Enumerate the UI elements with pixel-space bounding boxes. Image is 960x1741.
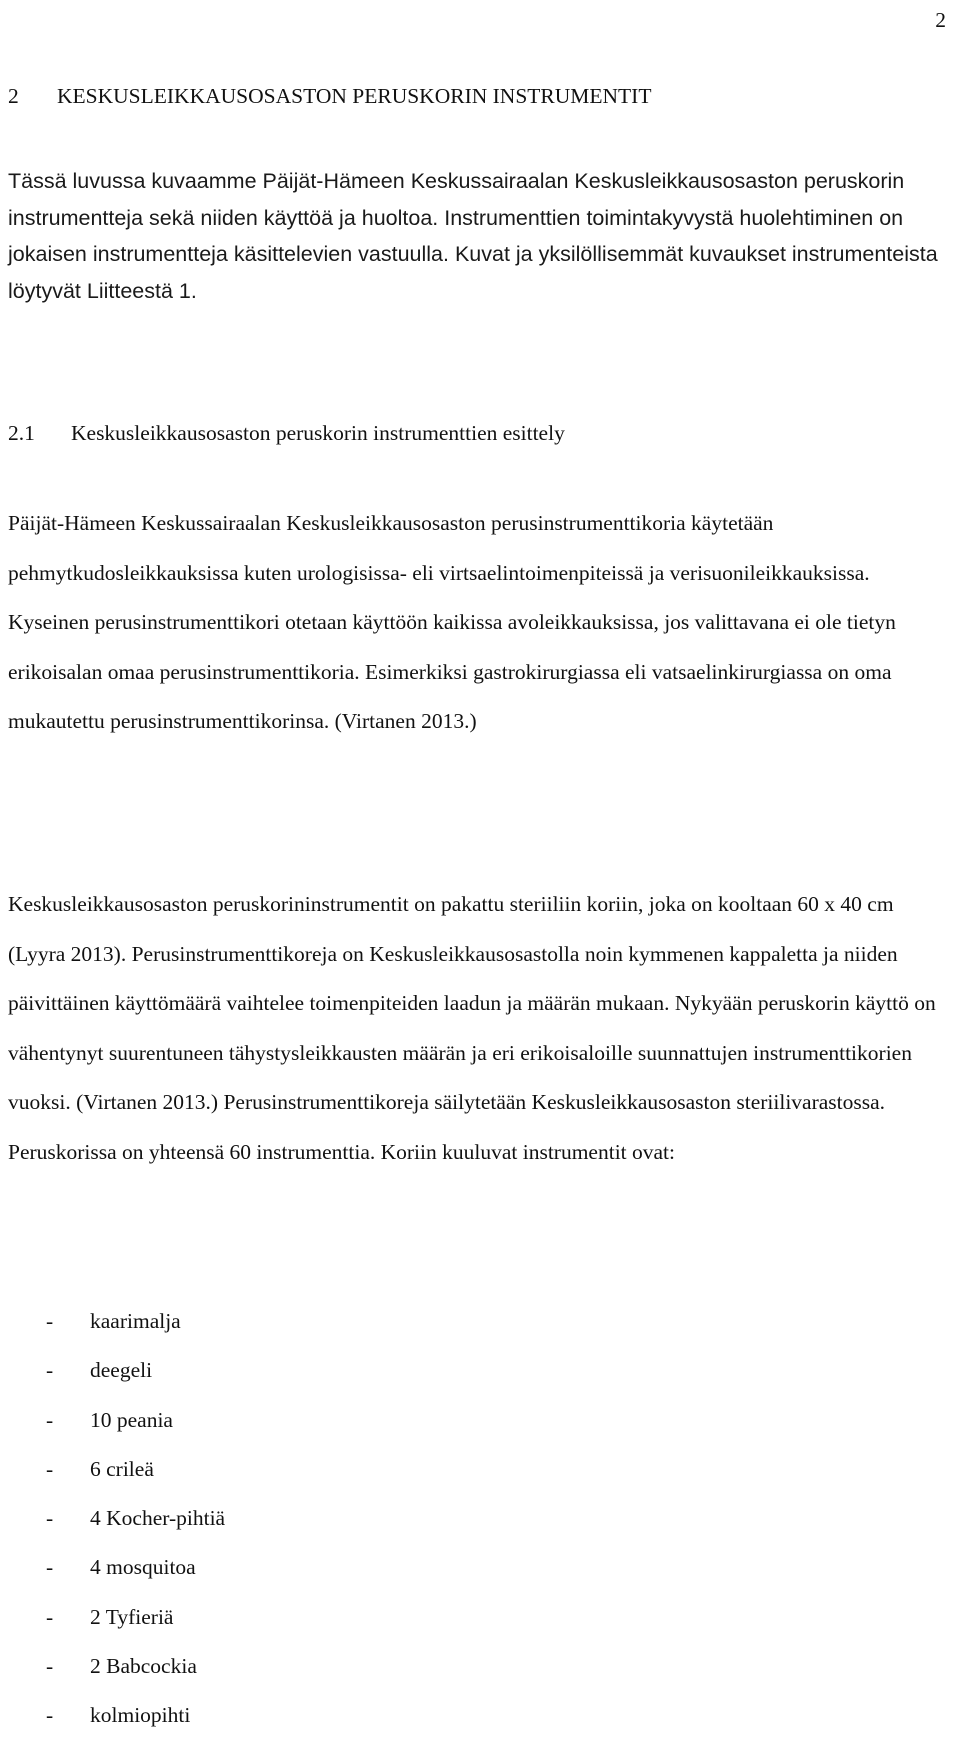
list-dash: - — [46, 1654, 54, 1679]
instrument-name: kolmiopihti — [90, 1703, 191, 1728]
body-paragraph: Päijät-Hämeen Keskussairaalan Keskusleikkausosaston perusinstrumenttikoria käytetään pehmytkudosleikkauksissa kuten urologisissa- eli virtsaelintoimenpiteissä ja verisuonileikkauksissa. Kyseinen perusinstrumenttikori otetaan käyttöön kaikissa avoleikkauksissa, jos valittavana ei ole tietyn erikoisalan omaa perusinstrumenttikoria. Esimerkiksi gastrokirurgiassa eli vatsaelinkirurgiassa on oma mukautettu perusinstrumenttikorinsa. (Virtanen 2013.) — [8, 511, 896, 734]
instrument-name: 2 Tyfieriä — [90, 1604, 174, 1629]
list-dash: - — [46, 1604, 54, 1629]
chapter-heading — [8, 84, 651, 109]
instrument-name: 4 Kocher-pihtiä — [90, 1506, 226, 1531]
list-item — [8, 1593, 225, 1642]
list-item — [8, 1297, 225, 1346]
list-item — [8, 1543, 225, 1592]
list-dash: - — [46, 1703, 54, 1728]
chapter-number: 2 — [8, 84, 19, 108]
list-item — [8, 1445, 225, 1494]
list-item — [8, 1494, 225, 1543]
instrument-name: deegeli — [90, 1358, 153, 1383]
chapter-title: KESKUSLEIKKAUSOSASTON PERUSKORIN INSTRUMENTIT — [57, 84, 652, 108]
instrument-name: 10 peania — [90, 1407, 173, 1432]
list-item — [8, 1691, 225, 1740]
list-dash: - — [46, 1309, 54, 1333]
list-dash: - — [46, 1506, 54, 1531]
instrument-name: 4 mosquitoa — [90, 1555, 196, 1580]
section-number: 2.1 — [8, 421, 35, 445]
list-item — [8, 1346, 225, 1395]
intro-paragraph: Tässä luvussa kuvaamme Päijät-Hämeen Keskussairaalan Keskusleikkausosaston peruskorin instrumentteja sekä niiden käyttöä ja huoltoa. Instrumenttien toimintakyvystä huolehtiminen on jokaisen instrumentteja käsittelevien vastuulla. Kuvat ja yksilöllisemmät kuvaukset instrumenteista löytyvät Liitteestä 1. — [8, 169, 938, 303]
instrument-list — [8, 1297, 225, 1741]
list-dash: - — [46, 1407, 54, 1432]
list-dash: - — [46, 1555, 54, 1580]
section-title: Keskusleikkausosaston peruskorin instrumenttien esittely — [71, 421, 565, 445]
list-dash: - — [46, 1456, 54, 1481]
instrument-name: 6 crileä — [90, 1456, 154, 1481]
list-dash: - — [46, 1358, 54, 1383]
instrument-name: kaarimalja — [90, 1309, 181, 1333]
list-item — [8, 1396, 225, 1445]
body-paragraph: Keskusleikkausosaston peruskorininstrumentit on pakattu steriiliin koriin, joka on kooltaan 60 x 40 cm (Lyyra 2013). Perusinstrumenttikoreja on Keskusleikkausosastolla noin kymmenen kappaletta ja niiden päivittäinen käyttömäärä vaihtelee toimenpiteiden laadun ja määrän mukaan. Nykyään peruskorin käyttö on vähentynyt suurentuneen tähystysleikkausten määrän ja eri erikoisaloille suunnattujen instrumenttikorien vuoksi. (Virtanen 2013.) Perusinstrumenttikoreja säilytetään Keskusleikkausosaston steriilivarastossa. Peruskorissa on yhteensä 60 instrumenttia. Koriin kuuluvat instrumentit ovat: — [8, 892, 936, 1164]
section-heading — [8, 421, 565, 446]
page-number: 2 — [935, 8, 946, 32]
list-item — [8, 1642, 225, 1691]
instrument-name: 2 Babcockia — [90, 1654, 197, 1679]
